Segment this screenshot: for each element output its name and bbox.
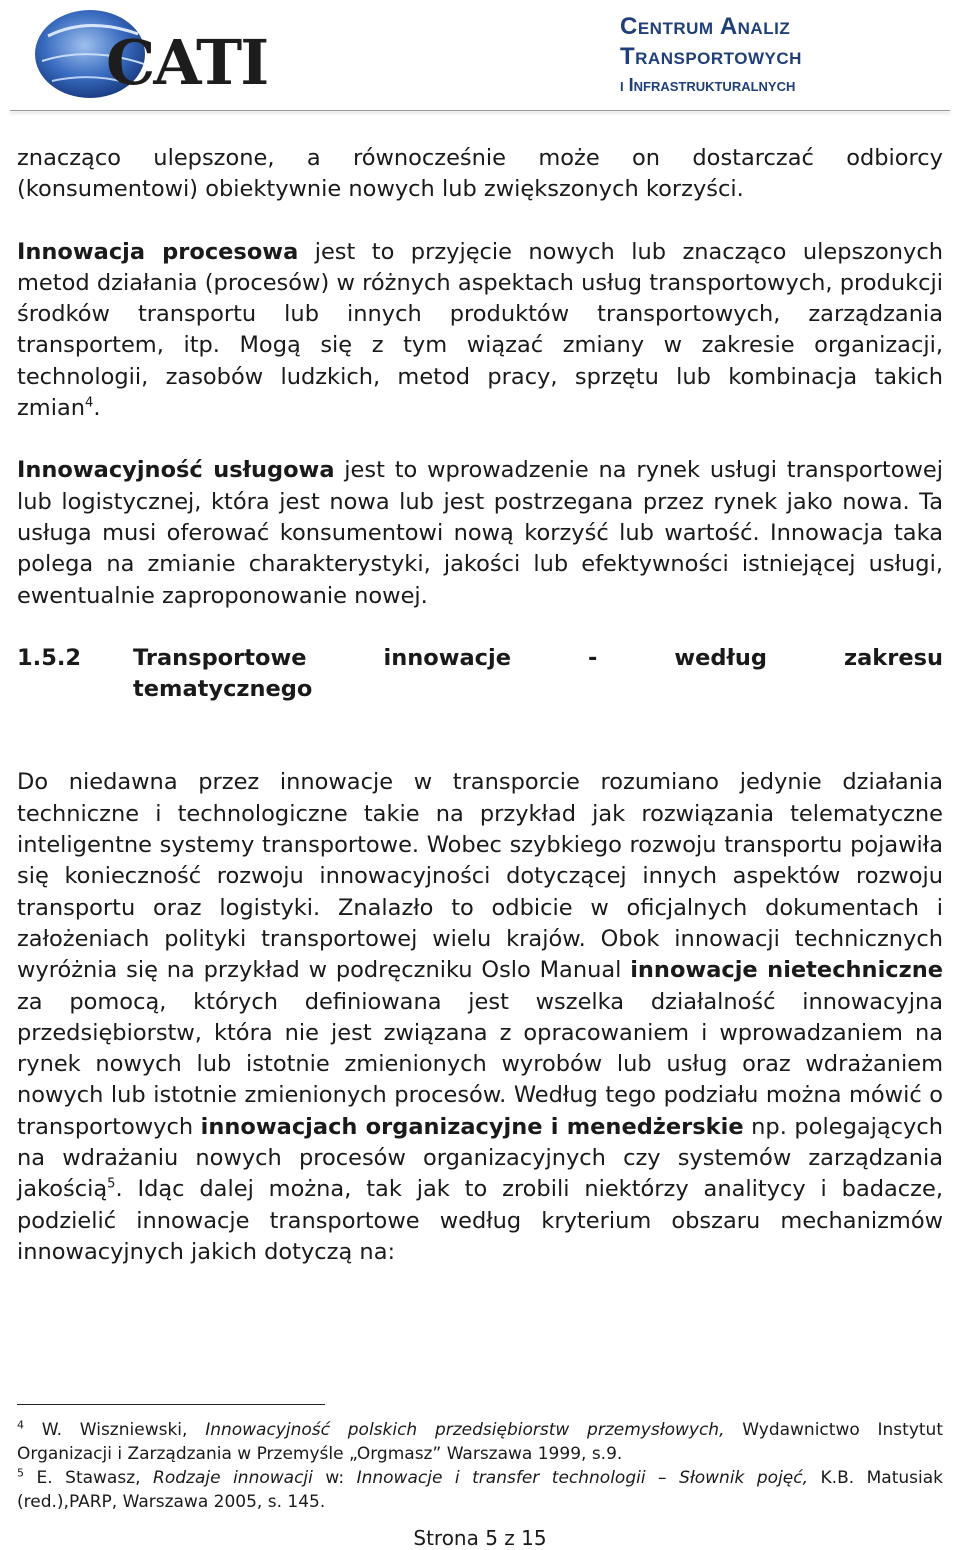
term-process-innovation: Innowacja procesowa — [17, 238, 299, 265]
org-line-3: i Infrastrukturalnych — [620, 75, 796, 95]
footnotes — [17, 1418, 943, 1514]
footnote-text: w: — [312, 1468, 357, 1488]
paragraph-intro — [17, 143, 943, 206]
page-number: Strona 5 z 15 — [413, 1526, 547, 1550]
footnote-title: Innowacje i transfer technologii – Słownik pojęć, — [356, 1468, 809, 1488]
footnote-ref-4[interactable]: 4 — [85, 395, 94, 411]
header-divider — [10, 110, 950, 111]
section-title-word: zakresu — [843, 644, 943, 671]
paragraph-process-innovation — [17, 237, 943, 425]
footnote-text: E. Stawasz, — [24, 1468, 154, 1488]
process-innovation-text: jest to przyjęcie nowych lub znacząco ulepszonych metod działania (procesów) w różnych aspektach usług transportowych, produkcji środków transportu lub innych produktów transportowych, zarządzania transportem, itp. Mogą się z tym wiązać zmiany w zakresie organizacji, technologii, zasobów ludzkich, metod pracy, sprzętu lub kombinacja takich zmian — [17, 238, 943, 422]
paragraph-text: Do niedawna przez innowacje w transporcie rozumiano jedynie działania techniczne i technologiczne takie na przykład jak rozwiązania telematyczne inteligentne systemy transportowe. Wobec szybkiego rozwoju transportu pojawiła się konieczność rozwoju innowacyjności dotyczącej innych aspektów rozwoju transportu oraz logistyki. Znalazło to odbicie w oficjalnych dokumentach i założeniach polityki transportowej wielu krajów. Obok innowacji technicznych wyróżnia się na przykład w podręczniku Oslo Manual — [17, 769, 943, 984]
footnote-number: 5 — [17, 1466, 24, 1480]
footnote-text: W. Wiszniewski, — [24, 1420, 206, 1440]
paragraph-text: . Idąc dalej można, tak jak to zrobili niektórzy analitycy i badacze, podzielić innowacje transportowe według kryterium obszaru mechanizmów innowacyjnych jakich dotyczą na: — [17, 1176, 943, 1265]
section-title-word: innowacje — [383, 644, 511, 671]
footnote-4 — [17, 1418, 943, 1466]
section-title — [133, 643, 943, 706]
page-header — [0, 0, 960, 112]
footnote-separator — [17, 1404, 325, 1405]
term-nontechnical-innovation: innowacje nietechniczne — [630, 957, 943, 984]
paragraph-nontechnical-innovation — [17, 767, 943, 1268]
term-organizational-innovation: innowacjach organizacyjne i menedżerskie — [200, 1113, 744, 1140]
section-title-word: Transportowe — [133, 644, 307, 671]
section-title-word: według — [674, 644, 767, 671]
section-number: 1.5.2 — [17, 644, 82, 671]
paragraph-text: za pomocą, których definiowana jest wszelka działalność innowacyjna przedsiębiorstw, która nie jest związana z opracowaniem i wprowadzaniem na rynek nowych lub istotnie zmienionych wyrobów lub usług oraz wdrażaniem nowych lub istotnie zmienionych procesów. Według tego podziału można mówić o transportowych — [17, 988, 943, 1140]
footnote-text: K.B. Matusiak (red.),PARP, Warszawa 2005, s. 145. — [17, 1468, 944, 1512]
paragraph-service-innovation — [17, 455, 943, 611]
footnote-number: 4 — [17, 1418, 24, 1432]
org-line-2: Transportowych — [620, 43, 802, 70]
paragraph-intro-text: znacząco ulepszone, a równocześnie może on dostarczać odbiorcy (konsumentowi) obiektywnie nowych lub zwiększonych korzyści. — [17, 145, 943, 203]
section-title-word: - — [588, 644, 598, 671]
footnote-5 — [17, 1466, 943, 1514]
section-title-line-2: tematycznego — [133, 676, 313, 703]
footnote-ref-5[interactable]: 5 — [107, 1176, 116, 1192]
service-innovation-text: jest to wprowadzenie na rynek usługi transportowej lub logistycznej, która jest nowa lub jest postrzegana przez rynek jako nowa. Ta usługa musi oferować konsumentowi nową korzyść lub wartość. Innowacja taka polega na zmianie charakterystyki, jakości lub efektywności istniejącej usługi, ewentualnie zaproponowanie nowej. — [17, 457, 943, 609]
logo-wordmark: CATI — [106, 26, 268, 99]
section-heading — [17, 643, 943, 706]
footnote-text: Wydawnictwo Instytut Organizacji i Zarządzania w Przemyśle „Orgmasz” Warszawa 1999, s.9. — [17, 1420, 943, 1464]
paragraph-text: np. polegających na wdrażaniu nowych procesów organizacyjnych czy systemów zarządzania jakością — [17, 1113, 943, 1203]
document-body — [17, 143, 943, 1268]
footnote-title: Rodzaje innowacji — [153, 1468, 313, 1488]
organization-name — [620, 12, 930, 98]
term-service-innovation: Innowacyjność usługowa — [17, 457, 335, 484]
period: . — [93, 395, 101, 422]
cati-logo — [28, 6, 268, 102]
org-line-1: Centrum Analiz — [620, 13, 791, 40]
footnote-title: Innowacyjność polskich przedsiębiorstw przemysłowych, — [205, 1420, 725, 1440]
